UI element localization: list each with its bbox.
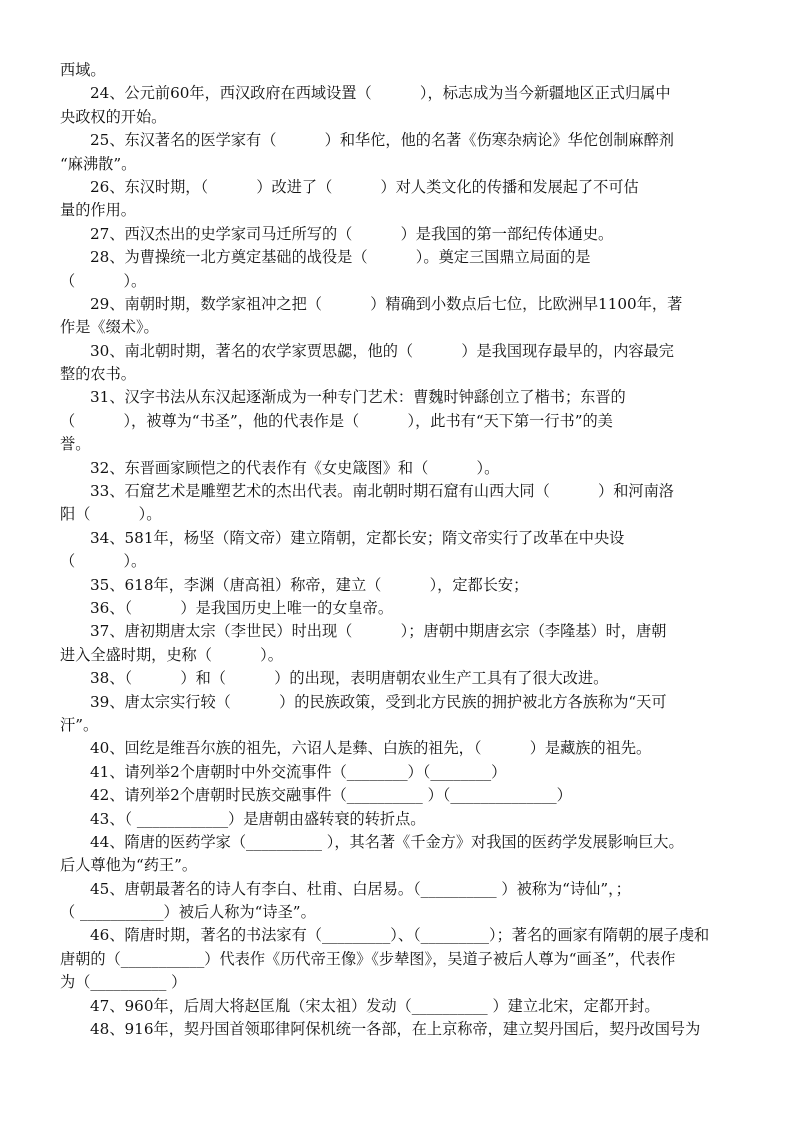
text-line: 24、公元前60年，西汉政府在西域设置（ ），标志成为当今新疆地区正式归属中 — [90, 84, 671, 103]
text-line: 47、960年，后周大将赵匡胤（宋太祖）发动（__________ ）建立北宋，定都开封。 — [90, 996, 660, 1015]
text-line: 为（__________ ） — [60, 973, 187, 992]
text-line: “麻沸散”。 — [60, 154, 137, 173]
text-line: 西域。 — [60, 61, 106, 79]
text-line: 38、（ ）和（ ）的出现，表明唐朝农业生产工具有了很大改进。 — [90, 669, 609, 688]
text-line: 整的农书。 — [60, 365, 136, 384]
text-line: 36、（ ）是我国历史上唯一的女皇帝。 — [90, 598, 394, 617]
text-line: 誉。 — [60, 435, 91, 454]
document-page — [60, 59, 734, 1041]
text-line: 央政权的开始。 — [60, 107, 167, 126]
text-line: 作是《缀术》。 — [60, 318, 159, 337]
text-line: 量的作用。 — [60, 201, 136, 220]
text-line: 唐朝的（___________）代表作《历代帝王像》《步辇图》，吴道子被后人尊为“画圣”，代表作 — [60, 949, 676, 968]
text-line: 27、西汉杰出的史学家司马迁所写的（ ）是我国的第一部纪传体通史。 — [90, 224, 614, 243]
text-line: （ ）。 — [60, 271, 147, 290]
text-line: 35、618年，李渊（唐高祖）称帝，建立（ ），定都长安； — [90, 575, 529, 594]
text-line: 32、东晋画家顾恺之的代表作有《女史箴图》和（ ）。 — [90, 458, 500, 477]
text-line: （ ___________）被后人称为“诗圣”。 — [60, 903, 316, 922]
text-line: 30、南北朝时期，著名的农学家贾思勰，他的（ ）是我国现存最早的，内容最完 — [90, 341, 674, 360]
text-line: 28、为曹操统一北方奠定基础的战役是（ ）。奠定三国鼎立局面的是 — [90, 248, 591, 267]
text-line: （ ）。 — [60, 552, 147, 571]
text-line: 42、请列举2个唐朝时民族交融事件（__________ ）（______________） — [90, 786, 572, 805]
text-line: 阳（ ）。 — [60, 505, 162, 524]
text-line: 39、唐太宗实行较（ ）的民族政策，受到北方民族的拥护被北方各族称为“天可 — [90, 692, 667, 711]
text-line: 汗”。 — [60, 715, 99, 734]
text-line: 33、石窟艺术是雕塑艺术的杰出代表。南北朝时期石窟有山西大同（ ）和河南洛 — [90, 482, 674, 501]
text-line: 46、隋唐时期，著名的书法家有（_________）、（_________）；著名的画家有隋朝的展子虔和 — [90, 926, 710, 945]
text-line: 40、回纥是维吾尔族的祖先，六诏人是彝、白族的祖先，（ ）是藏族的祖先。 — [90, 739, 652, 758]
text-line: 41、请列举2个唐朝时中外交流事件（________）（________） — [90, 762, 507, 781]
text-line: 后人尊他为“药王”。 — [60, 856, 198, 875]
text-line: 43、（ ____________）是唐朝由盛转衰的转折点。 — [90, 809, 426, 828]
text-line: 45、唐朝最著名的诗人有李白、杜甫、白居易。（__________ ）被称为“诗仙”，； — [90, 879, 631, 898]
text-line: 31、汉字书法从东汉起逐渐成为一种专门艺术：曹魏时钟繇创立了楷书；东晋的 — [90, 388, 626, 407]
text-line: （ ），被尊为“书圣”，他的代表作是（ ），此书有“天下第一行书”的美 — [60, 411, 613, 430]
text-line: 48、916年，契丹国首领耶律阿保机统一各部，在上京称帝，建立契丹国后，契丹改国号为 — [90, 1020, 701, 1039]
text-line: 29、南朝时期，数学家祖冲之把（ ）精确到小数点后七位，比欧洲早1100年，著 — [90, 294, 683, 313]
text-line: 进入全盛时期，史称（ ）。 — [60, 645, 283, 664]
text-line: 44、隋唐的医药学家（__________ ），其名著《千金方》对我国的医药学发展影响巨大。 — [90, 832, 684, 851]
text-line: 25、东汉著名的医学家有（ ）和华佗，他的名著《伤寒杂病论》华佗创制麻醉剂 — [90, 131, 674, 150]
text-line: 37、唐初期唐太宗（李世民）时出现（ ）；唐朝中期唐玄宗（李隆基）时，唐朝 — [90, 622, 667, 641]
text-line: 26、东汉时期，（ ）改进了（ ）对人类文化的传播和发展起了不可估 — [90, 177, 639, 196]
text-line: 34、581年，杨坚（隋文帝）建立隋朝，定都长安；隋文帝实行了改革在中央设 — [90, 528, 625, 547]
